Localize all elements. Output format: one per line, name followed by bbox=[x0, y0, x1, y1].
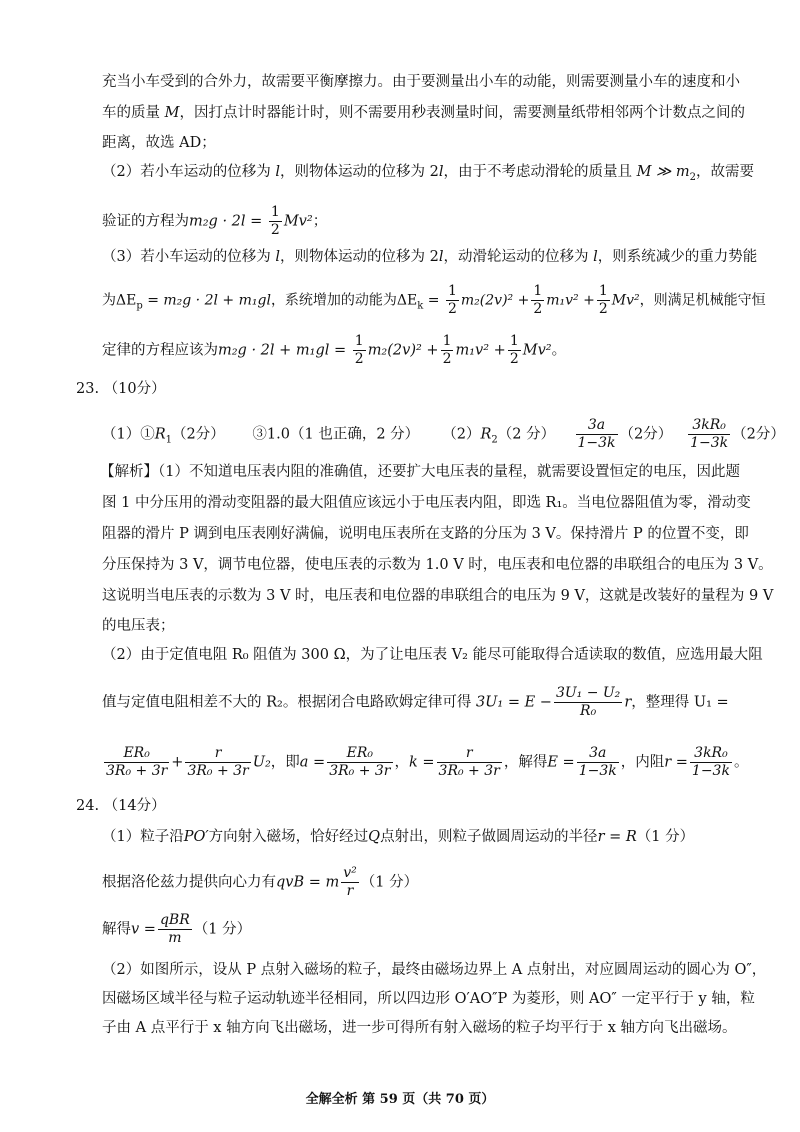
text-line: （1）粒子沿PO′方向射入磁场，恰好经过Q点射出，则粒子做圆周运动的半径r = R（1 分） bbox=[102, 829, 695, 845]
fraction: $\frac{3a}{1-3k}$ bbox=[578, 745, 617, 779]
fraction: $\frac{\text{3U₁ − U₂}}{\text{R₀}}$ bbox=[555, 685, 621, 719]
text-line: 距离，故选 AD； bbox=[102, 135, 216, 151]
text-line: 车的质量 M，因打点计时器能计时，则不需要用秒表测量时间，需要测量纸带相邻两个计数点之间的 bbox=[102, 105, 745, 121]
fraction: $\frac{\text{v²}}{r}$ bbox=[343, 865, 357, 899]
fraction: $\frac{r}{\text{3R₀ + 3r}}$ bbox=[438, 745, 500, 779]
formula-line: 为$\Delta E_p = m_2g \cdot 2l + m_1gl$，系统增加的动能为$\Delta E_k$ = $\frac{1}{2}$ m₂(2v)² + $\frac{1}{2}$ m₁v² + $\frac{1}{2}$ Mv²，则满足机械能守恒 bbox=[102, 283, 766, 317]
fraction: $\frac{\text{ER₀}}{\text{3R₀ + 3r}}$ bbox=[106, 745, 168, 779]
fraction: $\frac{1}{2}$ bbox=[270, 204, 280, 238]
formula-line: $\frac{\text{ER₀}}{\text{3R₀ + 3r}}$ + $\frac{r}{\text{3R₀ + 3r}}$ U₂，即a = $\frac{\text{ER₀}}{\text{3R₀ + 3r}}$ ，k = $\frac{r}{\text{3R₀ + 3r}}$ ，解得E = $\frac{3a}{1-3k}$ ，内阻r = $\frac{\text{3kR₀}}{1-3k}$ 。 bbox=[106, 745, 749, 779]
fraction: $\frac{\text{qBR}}{m}$ bbox=[159, 912, 190, 946]
fraction: $\frac{r}{\text{3R₀ + 3r}}$ bbox=[187, 745, 249, 779]
answer-line: $(1)①R_1(2$分） ③1.0（1 也正确，2 分） $(2)R_2(2$ 分） $\frac{3a}{1-3k}$ （2分） $\frac{\text{3kR₀}}{1-3k}$ （2分） bbox=[102, 417, 785, 451]
text-line: （2）如图所示，设从 P 点射入磁场的粒子，最终由磁场边界上 A 点射出，对应圆周运动的圆心为 O″， bbox=[102, 962, 767, 978]
fraction: $\frac{\text{ER₀}}{\text{3R₀ + 3r}}$ bbox=[329, 745, 391, 779]
text-line: 子由 A 点平行于 x 轴方向飞出磁场，进一步可得所有射入磁场的粒子均平行于 x 轴方向飞出磁场。 bbox=[102, 1020, 737, 1036]
text-line: 的电压表； bbox=[102, 618, 175, 634]
formula-line: 根据洛伦兹力提供向心力有qvB = m $\frac{\text{v²}}{r}$ （1 分） bbox=[102, 865, 419, 899]
formula-line: 解得v = $\frac{\text{qBR}}{m}$ （1 分） bbox=[102, 912, 252, 946]
fraction: $\frac{\text{3kR₀}}{1-3k}$ bbox=[690, 417, 729, 451]
text-line: （2）由于定值电阻 R₀ 阻值为 300 Ω，为了让电压表 V₂ 能尽可能取得合适读取的数值，应选用最大阻 bbox=[102, 647, 763, 663]
formula-line: 验证的方程为m₂g · 2l = $\frac{1}{2}$ Mv²； bbox=[102, 204, 328, 238]
fraction: $\frac{1}{2}$ bbox=[354, 333, 364, 367]
fraction: $\frac{1}{2}$ bbox=[442, 333, 452, 367]
text-line: 这说明当电压表的示数为 3 V 时，电压表和电位器的串联组合的电压为 9 V，这就是改装好的量程为 9 V bbox=[102, 588, 774, 604]
text-line: 分压保持为 3 V，调节电位器，使电压表的示数为 1.0 V 时，电压表和电位器的串联组合的电压为 3 V。 bbox=[102, 557, 773, 573]
fraction: $\frac{\text{3kR₀}}{1-3k}$ bbox=[691, 745, 730, 779]
text-line: （2）若小车运动的位移为 l，则物体运动的位移为 2l，由于不考虑动滑轮的质量且 M ≫ $m_2$，故需要 bbox=[102, 164, 754, 183]
question-number: 23. （10分） bbox=[76, 381, 166, 397]
fraction: $\frac{1}{2}$ bbox=[447, 283, 457, 317]
fraction: $\frac{1}{2}$ bbox=[509, 333, 519, 367]
text-line: 【解析】（1）不知道电压表内阻的准确值，还要扩大电压表的量程，就需要设置恒定的电压，因此题 bbox=[100, 464, 740, 480]
fraction: $\frac{1}{2}$ bbox=[598, 283, 608, 317]
text-line: （3）若小车运动的位移为 l，则物体运动的位移为 2l，动滑轮运动的位移为 l，则系统减少的重力势能 bbox=[102, 249, 758, 265]
fraction: $\frac{1}{2}$ bbox=[533, 283, 543, 317]
text-line: 阻器的滑片 P 调到电压表刚好满偏，说明电压表所在支路的分压为 3 V。保持滑片 P 的位置不变，即 bbox=[102, 526, 749, 542]
text-line: 充当小车受到的合外力，故需要平衡摩擦力。由于要测量出小车的动能，则需要测量小车的速度和小 bbox=[102, 74, 740, 90]
formula-line: 定律的方程应该为m₂g · 2l + m₁gl = $\frac{1}{2}$ m₂(2v)² + $\frac{1}{2}$ m₁v² + $\frac{1}{2}$ Mv²。 bbox=[102, 333, 567, 367]
text-line: 图 1 中分压用的滑动变阻器的最大阻值应该远小于电压表内阻，即选 R₁。当电位器阻值为零，滑动变 bbox=[102, 495, 751, 511]
fraction: $\frac{3a}{1-3k}$ bbox=[577, 417, 616, 451]
page-footer: 全解全析 第 59 页（共 70 页） bbox=[305, 1092, 495, 1107]
formula-line: 值与定值电阻相差不大的 R₂。根据闭合电路欧姆定律可得 3U₁ = E − $\frac{\text{3U₁ − U₂}}{\text{R₀}}$ r，整理得 U₁ = bbox=[102, 685, 729, 719]
text-line: 因磁场区域半径与粒子运动轨迹半径相同，所以四边形 O′AO″P 为菱形，则 AO″ 一定平行于 y 轴，粒 bbox=[102, 991, 755, 1007]
question-number: 24. （14分） bbox=[76, 798, 166, 814]
